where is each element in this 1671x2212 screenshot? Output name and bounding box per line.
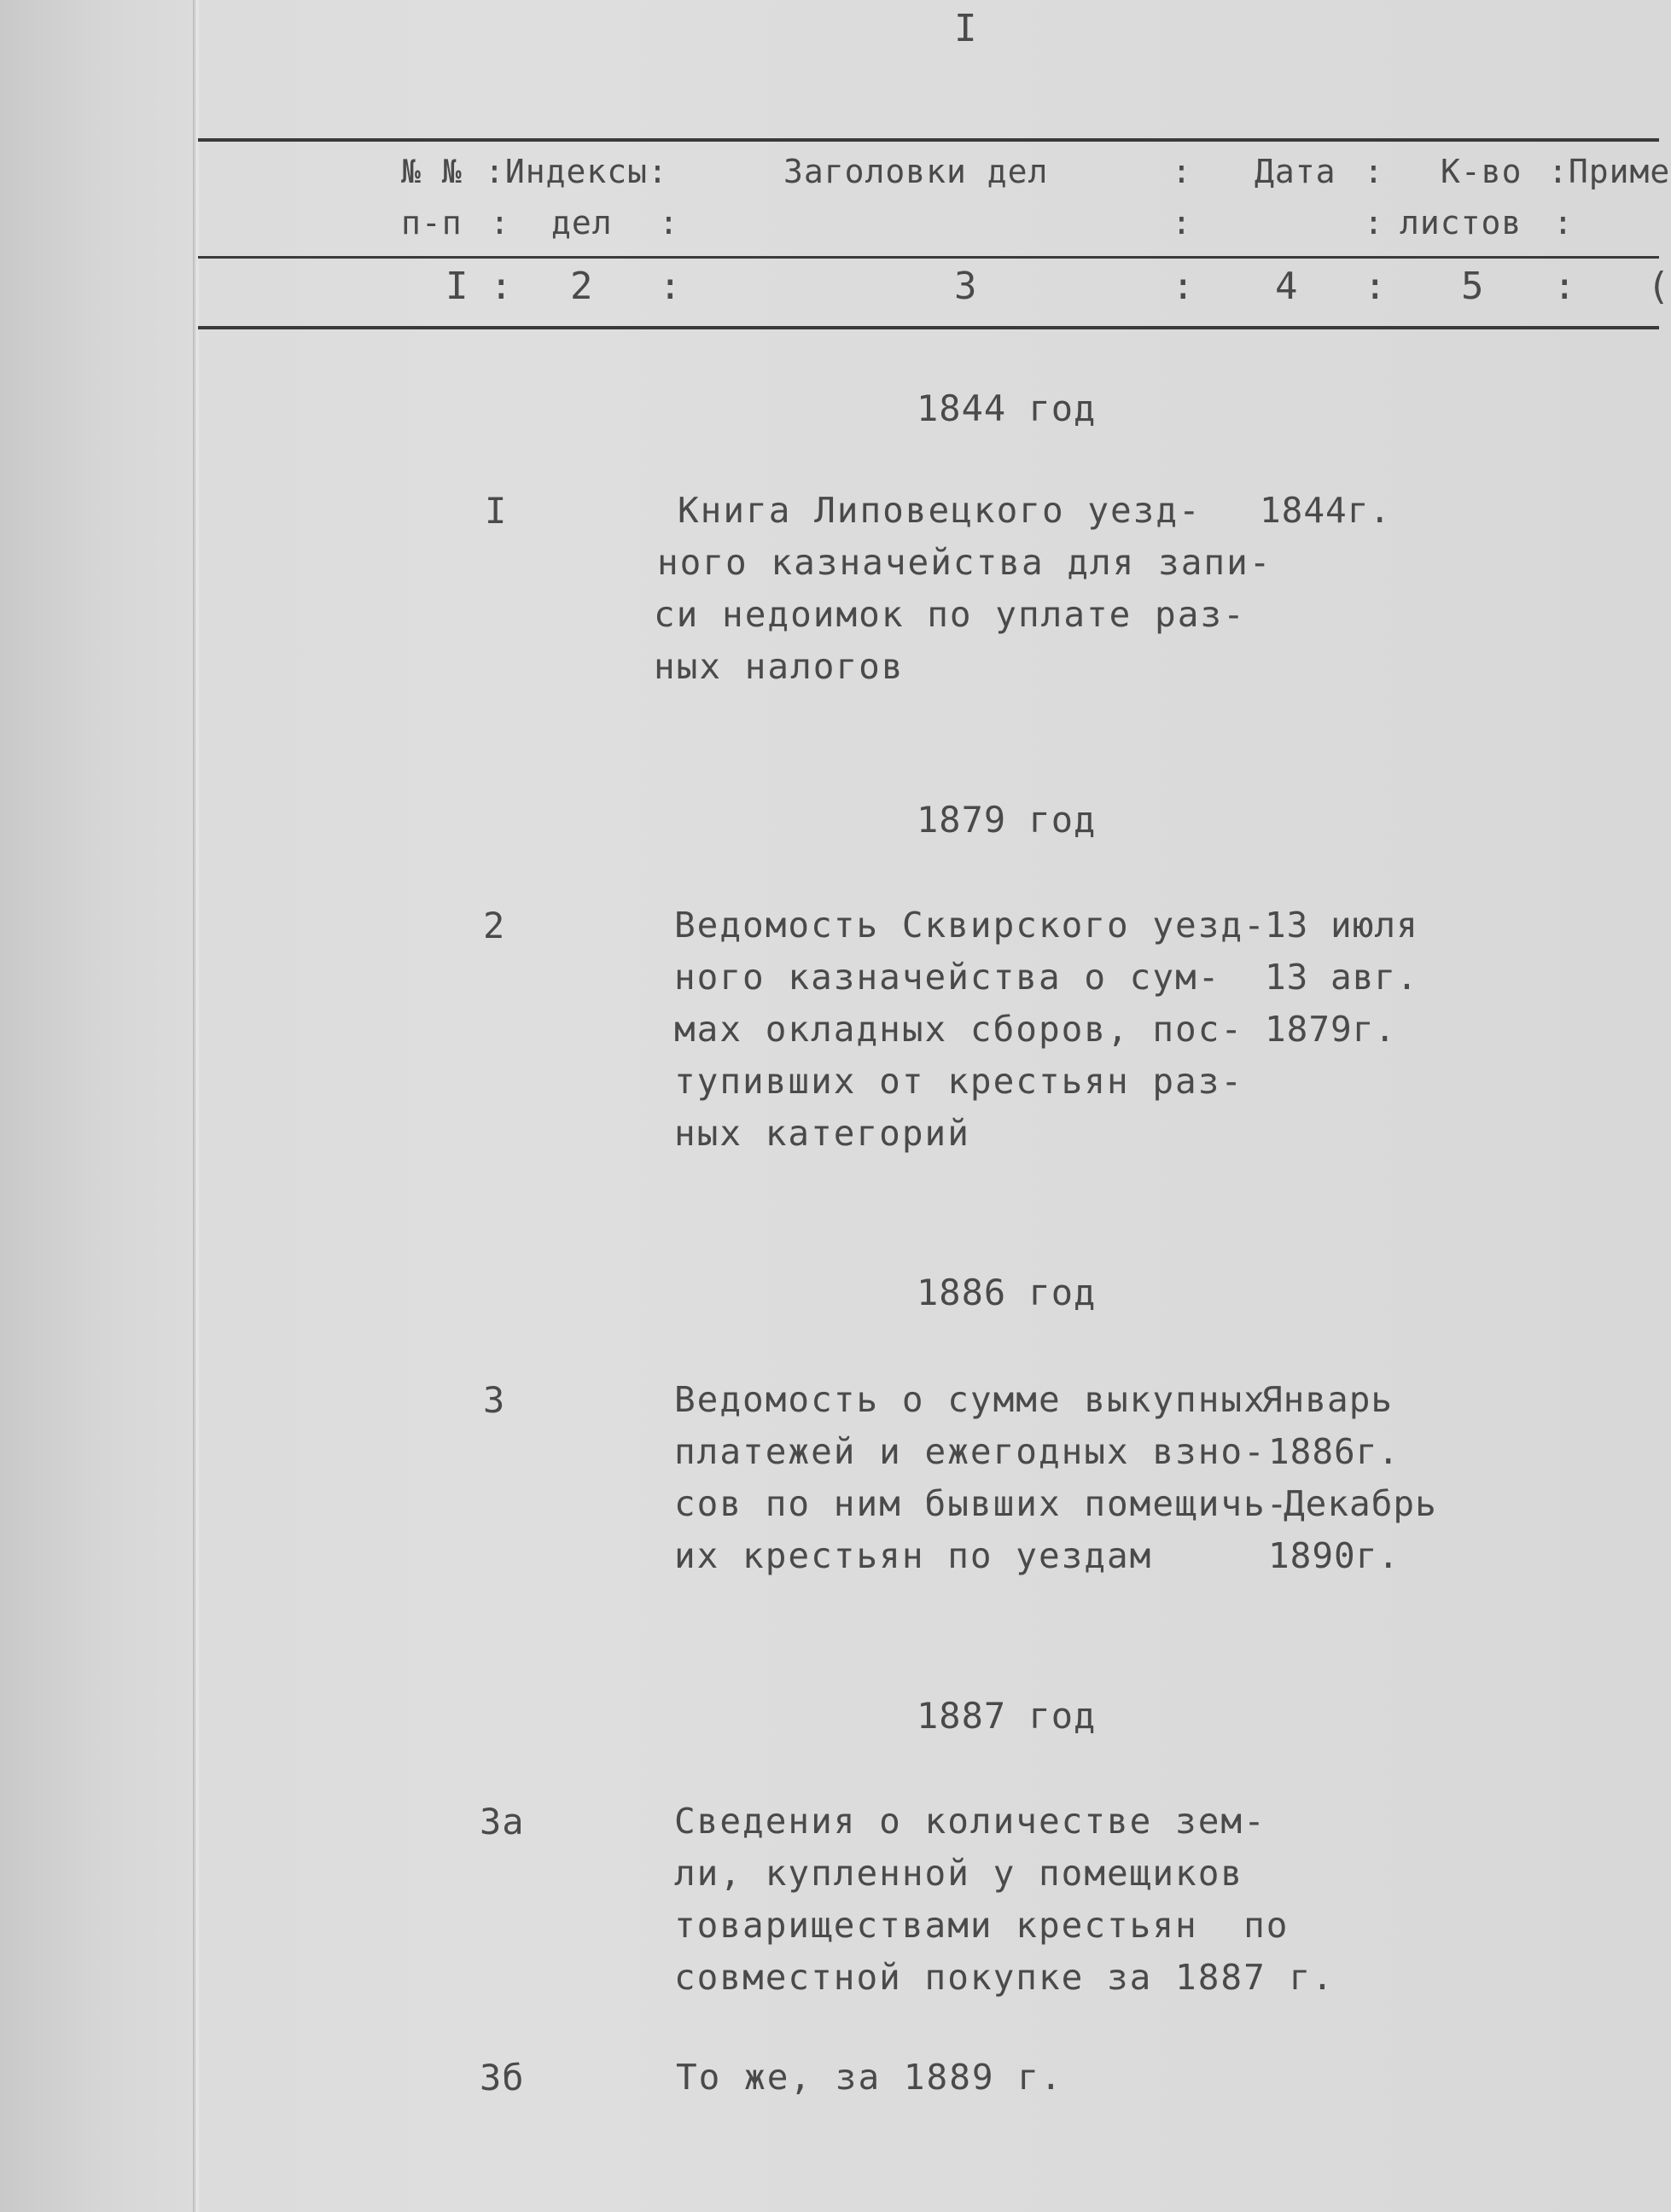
case-title-line: их крестьян по уездам [674, 1535, 1153, 1576]
column-number-4: 4 [1275, 265, 1299, 308]
header-col2-title: :Индексы: [485, 153, 668, 190]
header-col4-separator-2: : [1364, 204, 1384, 242]
header-col6-title: :Приме [1548, 153, 1671, 190]
column-number-6: ( [1647, 265, 1671, 308]
case-number: 2 [483, 905, 506, 946]
case-title-line: платежей и ежегодных взно- [674, 1431, 1266, 1472]
case-date [1265, 899, 1418, 1056]
header-top-rule [198, 138, 1659, 142]
year-heading: 1844 год [917, 387, 1097, 429]
year-heading: 1886 год [917, 1272, 1097, 1313]
page-fold [193, 0, 200, 2212]
case-title-line: си недоимок по уплате раз- [654, 594, 1246, 635]
column-number-separator-5: : [1553, 265, 1577, 308]
column-number-separator-3: : [1172, 265, 1196, 308]
header-col4-separator: : [1364, 153, 1384, 190]
column-number-3: 3 [954, 265, 978, 308]
header-col3-title: Заголовки дел [783, 153, 1049, 190]
case-date [1261, 1374, 1437, 1582]
case-title-line: сов по ним бывших помещичь- [674, 1483, 1290, 1524]
case-title-line: Ведомость Сквирского уезд- [674, 905, 1266, 946]
case-date-line: Декабрь [1284, 1483, 1437, 1524]
year-heading: 1879 год [917, 799, 1097, 841]
header-bottom-rule [198, 326, 1659, 329]
case-date-line: Январь [1261, 1379, 1394, 1420]
case-title [654, 485, 1272, 693]
header-col1-title: № № [401, 153, 463, 190]
case-date-line: 13 июля [1265, 905, 1418, 946]
case-title [674, 1796, 1335, 2004]
case-title [674, 899, 1266, 1160]
case-date-line: 1890г. [1268, 1535, 1400, 1576]
case-date-line: 1886г. [1268, 1431, 1400, 1472]
header-col5-separator: : [1553, 204, 1574, 242]
column-number-separator-2: : [659, 265, 683, 308]
case-title-line: Книга Липовецкого уезд- [678, 490, 1202, 531]
column-number-2: 2 [570, 265, 594, 308]
case-title-line: Ведомость о сумме выкупных [674, 1379, 1266, 1420]
column-number-1: I [445, 265, 469, 308]
case-date-line: 13 авг. [1265, 957, 1418, 998]
column-number-separator-4: : [1364, 265, 1388, 308]
header-col3-separator: : [1172, 153, 1192, 190]
case-title-line: ных налогов [654, 646, 905, 687]
year-heading: 1887 год [917, 1695, 1097, 1737]
case-date [1260, 485, 1391, 537]
header-col5-title: К-во [1441, 153, 1523, 190]
header-col3-separator-2: : [1172, 204, 1192, 242]
header-col4-title: Дата [1255, 153, 1336, 190]
column-number-separator-1: : [490, 265, 514, 308]
case-date-line: 1844г. [1260, 490, 1392, 531]
case-title-line: ли, купленной у помещиков [674, 1853, 1244, 1894]
header-col1-separator: : [490, 204, 510, 242]
header-col5-subtitle: листов [1400, 204, 1523, 242]
case-number: 3 [483, 1379, 506, 1421]
case-number: I [485, 490, 508, 532]
page-number: I [954, 7, 978, 50]
header-col1-subtitle: п-п [401, 204, 463, 242]
case-title [674, 1374, 1289, 1582]
case-date-line: 1879г. [1265, 1009, 1397, 1050]
case-title-line: товариществами крестьян по [674, 1905, 1290, 1946]
case-title-line: Сведения о количестве зем- [674, 1801, 1266, 1842]
case-number: 3а [480, 1801, 525, 1842]
header-col2-subtitle: дел [551, 204, 613, 242]
case-title-line: тупивших от крестьян раз- [674, 1061, 1244, 1102]
case-title-line: ных категорий [674, 1113, 970, 1154]
case-title-line: мах окладных сборов, пос- [674, 1009, 1244, 1050]
header-col2-separator: : [659, 204, 679, 242]
case-title-line: ного казначейства о сум- [674, 957, 1221, 998]
case-title-line: совместной покупке за 1887 г. [674, 1957, 1335, 1998]
case-title-line: То же, за 1889 г. [676, 2057, 1063, 2098]
case-number: 3б [480, 2057, 525, 2098]
column-number-5: 5 [1461, 265, 1485, 308]
header-middle-rule [198, 256, 1659, 259]
case-title-line: ного казначейства для запи- [657, 542, 1272, 583]
case-title [676, 2052, 1063, 2104]
